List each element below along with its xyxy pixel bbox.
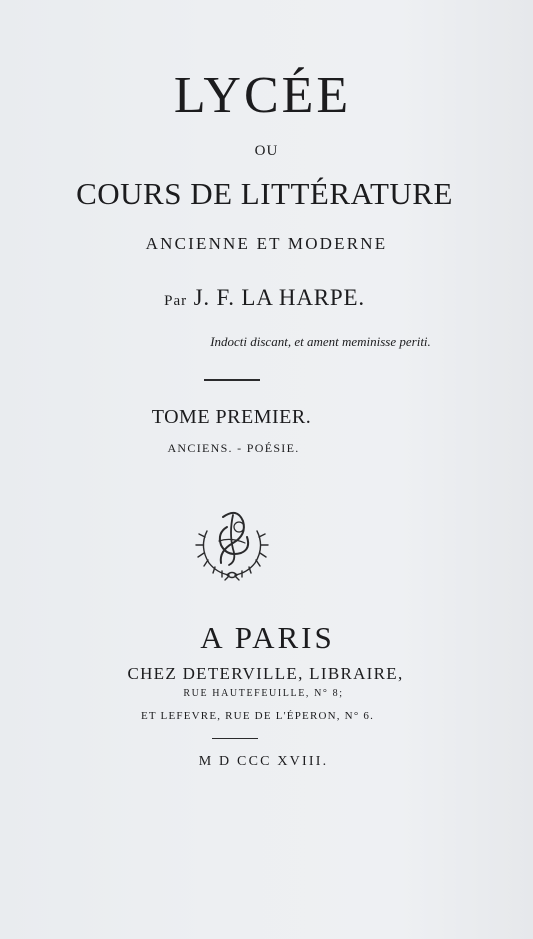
volume-subtitle: ANCIENS. - POÉSIE. [167, 441, 300, 455]
imprint-city: A PARIS [200, 620, 335, 655]
title-connector: OU [254, 143, 279, 159]
monogram-wreath-icon [193, 503, 271, 581]
imprint-date: M D CCC XVIII. [198, 754, 329, 769]
imprint-address-1: RUE HAUTEFEUILLE, N° 8; [183, 688, 344, 699]
epigraph: Indocti discant, et ament meminisse periti. [210, 334, 431, 349]
date-divider-rule [212, 738, 258, 739]
divider-rule [204, 379, 260, 381]
imprint-publisher: CHEZ DETERVILLE, LIBRAIRE, [127, 664, 404, 683]
author-name: J. F. LA HARPE. [193, 285, 365, 310]
book-subtitle-secondary: ANCIENNE ET MODERNE [145, 234, 388, 253]
volume-title: TOME PREMIER. [151, 406, 312, 428]
book-subtitle: COURS DE LITTÉRATURE [76, 176, 453, 211]
imprint-address-2: ET LEFEVRE, RUE DE L'ÉPERON, N° 6. [140, 710, 375, 722]
book-title: LYCÉE [173, 67, 352, 124]
author-line [0, 285, 531, 311]
author-prefix: Par [164, 293, 188, 309]
